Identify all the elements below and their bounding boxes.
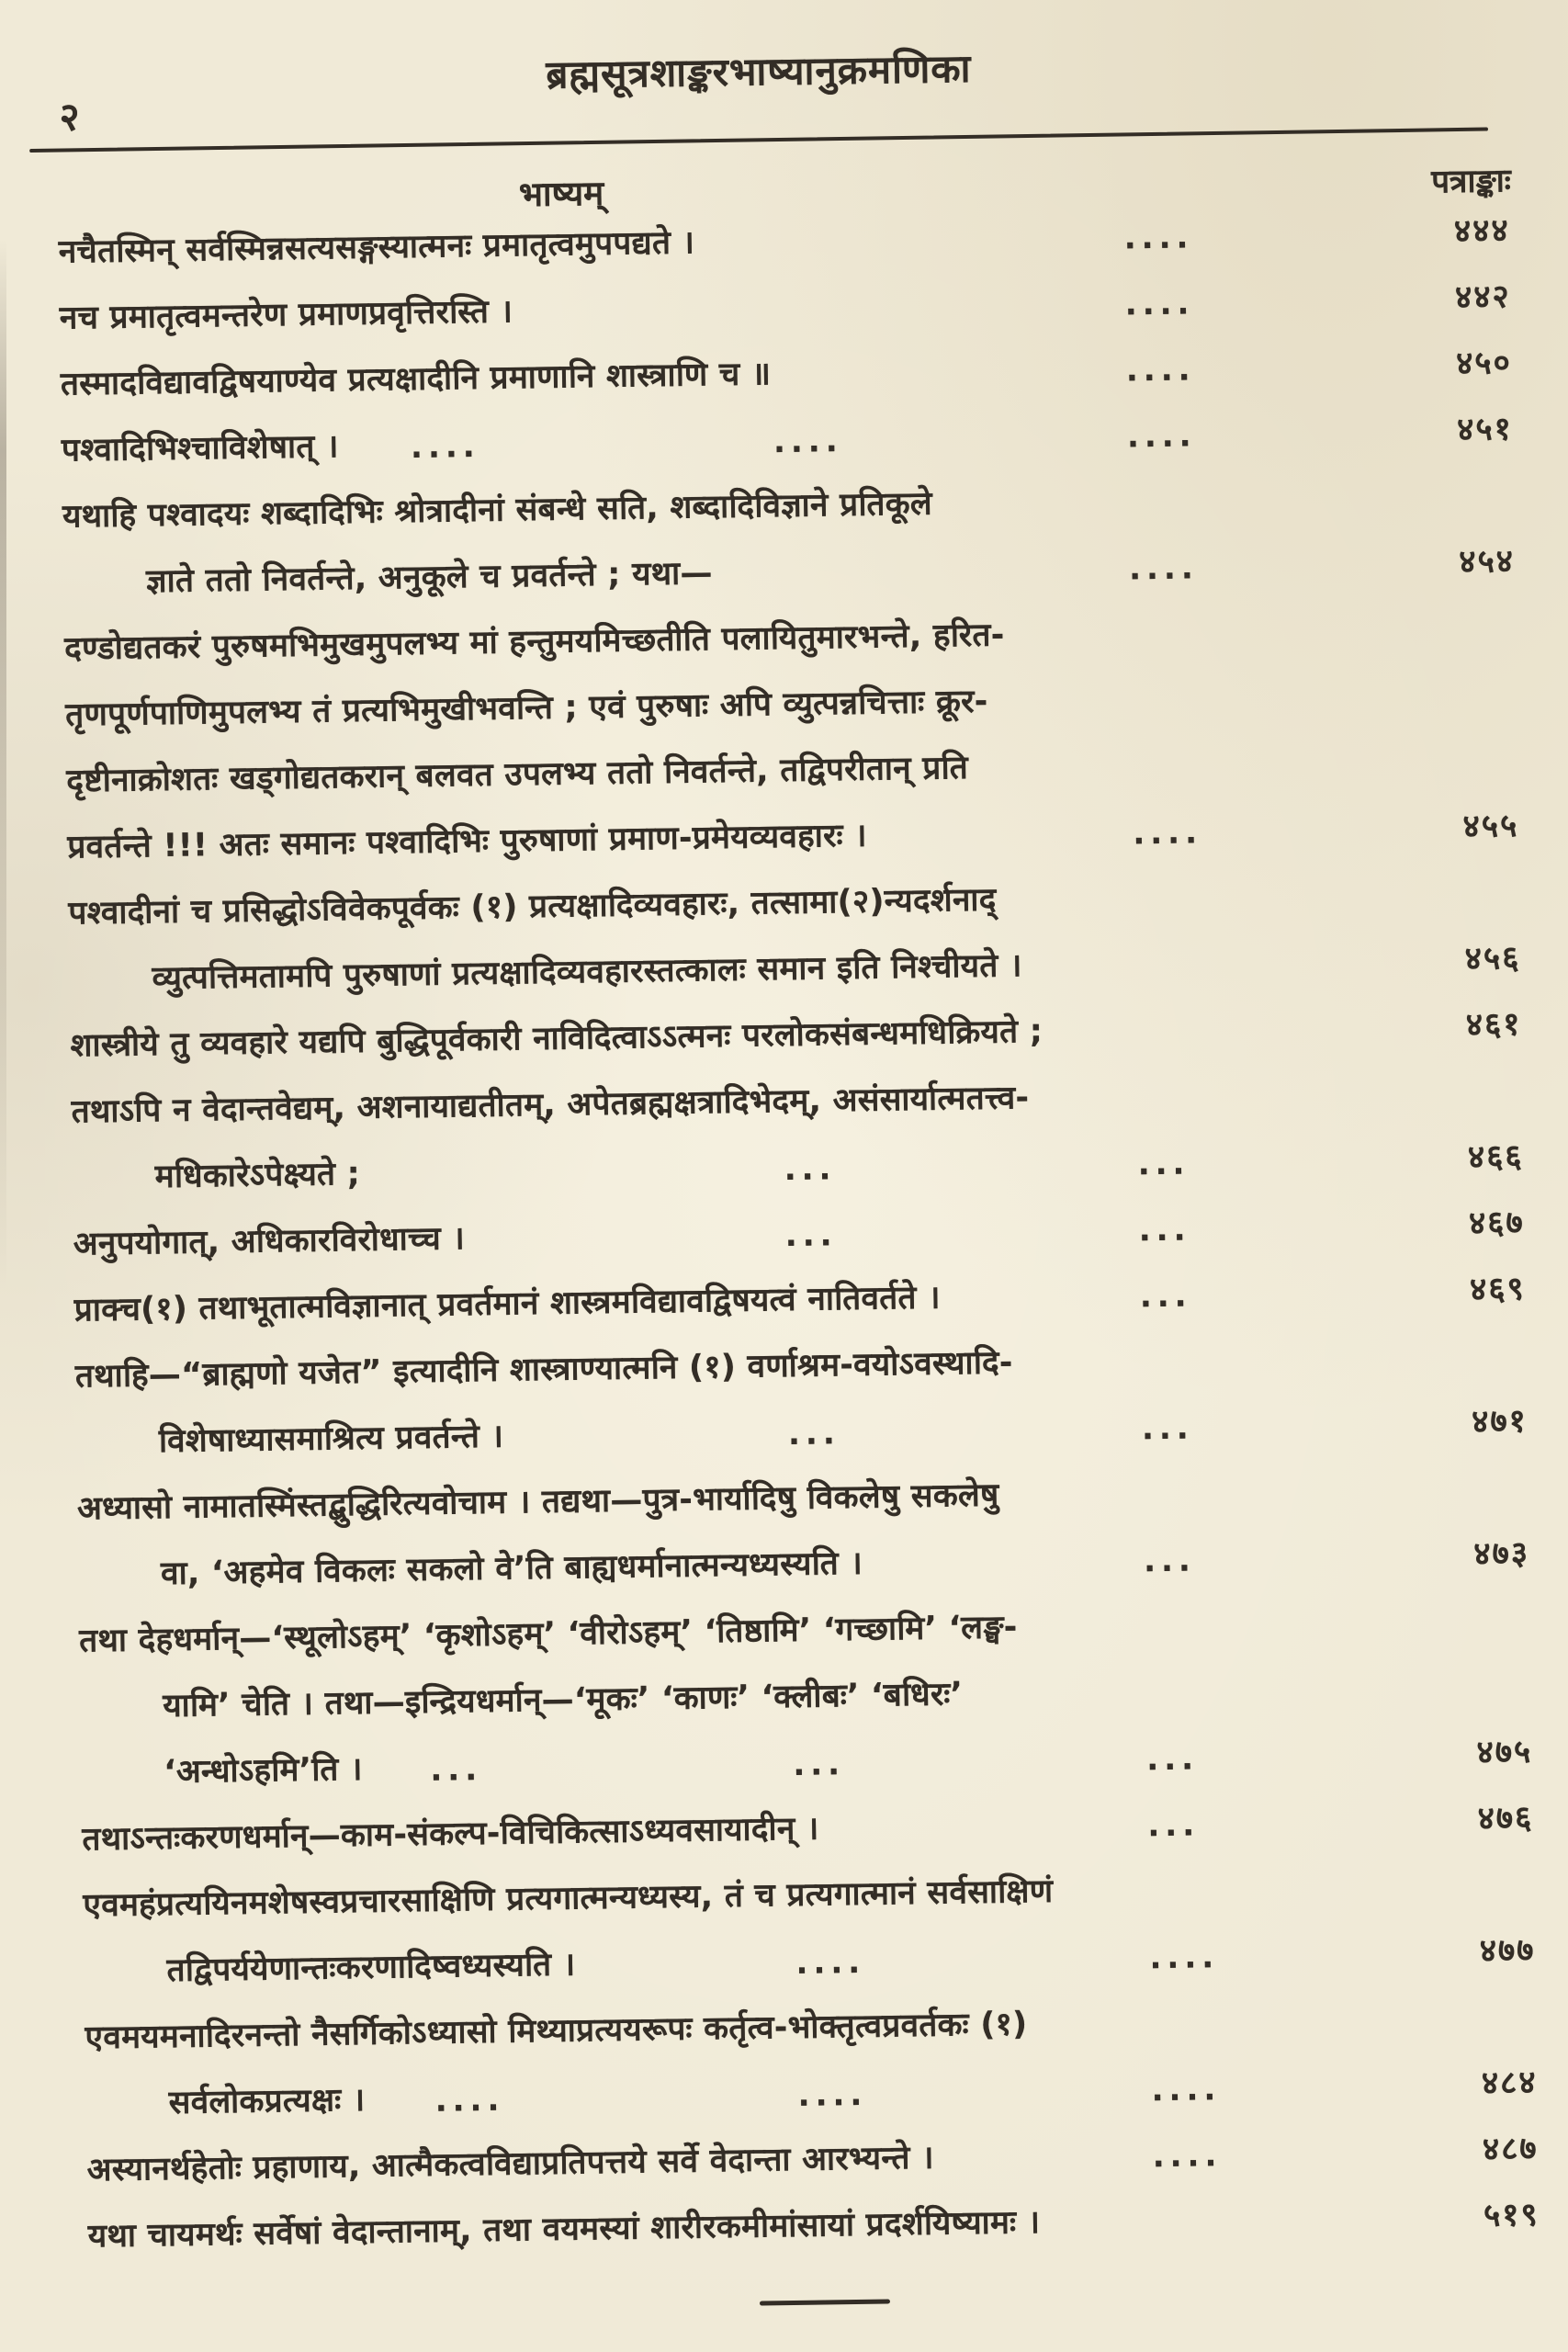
dot-leader: .... bbox=[1126, 417, 1197, 456]
page-title: ब्रह्मसूत्रशाङ्करभाष्यानुक्रमणिका bbox=[546, 45, 972, 97]
entry-page-number: ४६७ bbox=[1468, 1204, 1525, 1242]
dot-leader: .... bbox=[434, 2081, 505, 2120]
entry-text: अस्यानर्थहेतोः प्रहाणाय, आत्मैकत्वविद्याप्रतिपत्तये सर्वे वेदान्ता आरभ्यन्ते । bbox=[86, 2139, 935, 2189]
entry-page-number: ४७५ bbox=[1476, 1734, 1533, 1771]
entry-page-number: ४६९ bbox=[1469, 1271, 1527, 1308]
entry-text: तथाहि—“ब्राह्मणो यजेत” इत्यादीनि शास्त्राण्यात्मनि (१) वर्णाश्रम-वयोऽवस्थादि- bbox=[74, 1344, 1013, 1396]
dot-leader: ... bbox=[1139, 1277, 1192, 1316]
dot-leader: .... bbox=[410, 427, 480, 466]
entry-text: दण्डोद्यतकरं पुरुषमभिमुखमुपलभ्य मां हन्तुमयमिच्छतीति पलायितुमारभन्ते, हरित- bbox=[63, 616, 1005, 668]
dot-leader: .... bbox=[1123, 219, 1194, 257]
entry-text: तद्विपर्ययेणान्तःकरणादिष्वध्यस्यति । bbox=[166, 1946, 576, 1990]
entry-text: तस्मादविद्यावद्विषयाण्येव प्रत्यक्षादीनि प्रमाणानि शास्त्राणि च ॥ bbox=[60, 356, 772, 403]
entry-text: यथा चायमर्थः सर्वेषां वेदान्तानाम्, तथा वयमस्यां शारीरकमीमांसायां प्रदर्शयिष्यामः । bbox=[87, 2204, 1041, 2256]
entry-page-number: ४५५ bbox=[1462, 808, 1519, 846]
entry-page-number: ४५० bbox=[1455, 345, 1513, 383]
entry-page-number: ४८४ bbox=[1481, 2064, 1538, 2102]
column-header-patranka: पत्राङ्काः bbox=[1430, 163, 1512, 201]
dot-leader: .... bbox=[795, 1943, 866, 1982]
entry-text: तृणपूर्णपाणिमुपलभ्य तं प्रत्यभिमुखीभवन्ति ; एवं पुरुषाः अपि व्युत्पन्नचित्ताः क्रूर- bbox=[64, 683, 988, 734]
entry-text: एवमहंप्रत्ययिनमशेषस्वप्रचारसाक्षिणि प्रत्यगात्मन्यध्यस्य, तं च प्रत्यगात्मानं सर्वसाक्षिणं bbox=[83, 1872, 1054, 1925]
entry-page-number: ४६६ bbox=[1467, 1138, 1524, 1176]
entry-text: ‘अन्धोऽहमि’ति । bbox=[164, 1750, 363, 1792]
entry-text: अनुपयोगात्, अधिकारविरोधाच्च । bbox=[73, 1220, 466, 1263]
column-header-bhashyam: भाष्यम् bbox=[518, 173, 604, 215]
dot-leader: .... bbox=[1124, 285, 1195, 323]
dot-leader: ... bbox=[430, 1750, 483, 1789]
entry-text: यथाहि पश्वादयः शब्दादिभिः श्रोत्रादीनां संबन्धे सति, शब्दादिविज्ञाने प्रतिकूले bbox=[62, 485, 933, 536]
dot-leader: ... bbox=[1145, 1740, 1200, 1779]
dot-leader: .... bbox=[797, 2075, 868, 2114]
dot-leader: .... bbox=[1149, 1939, 1220, 1977]
entry-text: तथाऽपि न वेदान्तवेद्यम्, अशनायाद्यतीतम्, अपेतब्रह्मक्षत्रादिभेदम्, असंसार्यात्मतत्त्व- bbox=[71, 1080, 1030, 1131]
dot-leader: ... bbox=[1141, 1409, 1194, 1448]
dot-leader: ... bbox=[784, 1216, 838, 1255]
entry-text: तथाऽन्तःकरणधर्मान्—काम-संकल्प-विचिकित्साऽध्यवसायादीन् । bbox=[82, 1810, 819, 1859]
dot-leader: ... bbox=[1137, 1145, 1190, 1183]
entry-text: अध्यासो नामातस्मिंस्तद्बुद्धिरित्यवोचाम । तद्यथा—पुत्र-भार्यादिषु विकलेषु सकलेषु bbox=[76, 1476, 999, 1528]
entry-page-number: ४७७ bbox=[1479, 1931, 1536, 1970]
entry-page-number: ४५१ bbox=[1456, 411, 1514, 449]
entry-text: नच प्रमातृत्वमन्तरेण प्रमाणप्रवृत्तिरस्ति । bbox=[59, 293, 513, 337]
entry-text: प्रवर्तन्ते !!! अतः समानः पश्वादिभिः पुरुषाणां प्रमाण-प्रमेयव्यवहारः । bbox=[67, 817, 868, 866]
entry-text: मधिकारेऽपेक्ष्यते ; bbox=[154, 1155, 361, 1196]
entry-text: शास्त्रीये तु व्यवहारे यद्यपि बुद्धिपूर्वकारी नाविदित्वाऽऽत्मनः परलोकसंबन्धमधिक्रियते ; bbox=[70, 1012, 1043, 1065]
dot-leader: .... bbox=[1152, 2137, 1223, 2176]
entry-page-number: ४६१ bbox=[1465, 1006, 1522, 1044]
dot-leader: .... bbox=[1128, 549, 1199, 588]
dot-leader: .... bbox=[1125, 351, 1196, 390]
dot-leader: ... bbox=[1138, 1211, 1191, 1250]
entry-page-number: ४४४ bbox=[1453, 212, 1510, 251]
dot-leader: ... bbox=[784, 1150, 837, 1189]
entry-page-number: ४७१ bbox=[1471, 1403, 1529, 1441]
dot-leader: ... bbox=[793, 1746, 846, 1783]
entry-page-number: ४५६ bbox=[1464, 940, 1521, 978]
entry-text: तथा देहधर्मान्—‘स्थूलोऽहम्’ ‘कृशोऽहम्’ ‘वीरोऽहम्’ ‘तिष्ठामि’ ‘गच्छामि’ ‘लङ्घ- bbox=[78, 1609, 1018, 1660]
entry-text: पश्वादिभिश्चाविशेषात् । bbox=[61, 428, 339, 469]
entry-text: पश्वादीनां च प्रसिद्धोऽविवेकपूर्वकः (१) प्रत्यक्षादिव्यवहारः, तत्सामा(२)न्यदर्शनाद् bbox=[68, 881, 997, 933]
entry-page-number: ४८७ bbox=[1482, 2130, 1539, 2168]
entry-text: दृष्टीनाक्रोशतः खड्गोद्यतकरान् बलवत उपलभ्य ततो निवर्तन्ते, तद्विपरीतान् प्रति bbox=[66, 750, 969, 800]
entry-text: प्राक्च(१) तथाभूतात्मविज्ञानात् प्रवर्तमानं शास्त्रमविद्यावद्विषयत्वं नातिवर्तते । bbox=[73, 1279, 942, 1329]
entry-page-number: ४५४ bbox=[1459, 543, 1516, 582]
page-number: २ bbox=[59, 94, 80, 140]
entry-text: यामि’ चेति । तथा—इन्द्रियधर्मान्—‘मूकः’ ‘काणः’ ‘क्लीबः’ ‘बधिरः’ bbox=[162, 1676, 964, 1725]
entry-text: व्युत्पत्तिमतामपि पुरुषाणां प्रत्यक्षादिव्यवहारस्तत्कालः समान इति निश्चीयते । bbox=[152, 947, 1022, 998]
entry-text: ज्ञाते ततो निवर्तन्ते, अनुकूले च प्रवर्तन्ते ; यथा— bbox=[145, 555, 714, 601]
dot-leader: ... bbox=[787, 1415, 841, 1453]
dot-leader: .... bbox=[1151, 2071, 1222, 2109]
entry-text: सर्वलोकप्रत्यक्षः । bbox=[168, 2081, 366, 2122]
entry-text: विशेषाध्यासमाश्रित्य प्रवर्तन्ते । bbox=[158, 1418, 504, 1461]
entry-text: वा, ‘अहमेव विकलः सकलो वे’ति बाह्यधर्मानात्मन्यध्यस्यति । bbox=[160, 1544, 863, 1593]
dot-leader: ... bbox=[1147, 1806, 1201, 1845]
entry-page-number: ५१९ bbox=[1483, 2196, 1540, 2234]
dot-leader: .... bbox=[1133, 814, 1203, 853]
dot-leader: ... bbox=[1143, 1542, 1197, 1580]
entry-page-number: ४७६ bbox=[1477, 1800, 1534, 1838]
entry-text: एवमयमनादिरनन्तो नैसर्गिकोऽध्यासो मिथ्याप्रत्ययरूपः कर्तृत्व-भोक्तृत्वप्रवर्तकः (१) bbox=[85, 2006, 1028, 2057]
entry-page-number: ४७३ bbox=[1473, 1535, 1530, 1573]
entry-page-number: ४४२ bbox=[1454, 278, 1511, 317]
dot-leader: .... bbox=[773, 422, 843, 461]
entry-text: नचैतस्मिन् सर्वस्मिन्नसत्यसङ्गस्यात्मनः प्रमातृत्वमुपपद्यते । bbox=[58, 224, 695, 271]
